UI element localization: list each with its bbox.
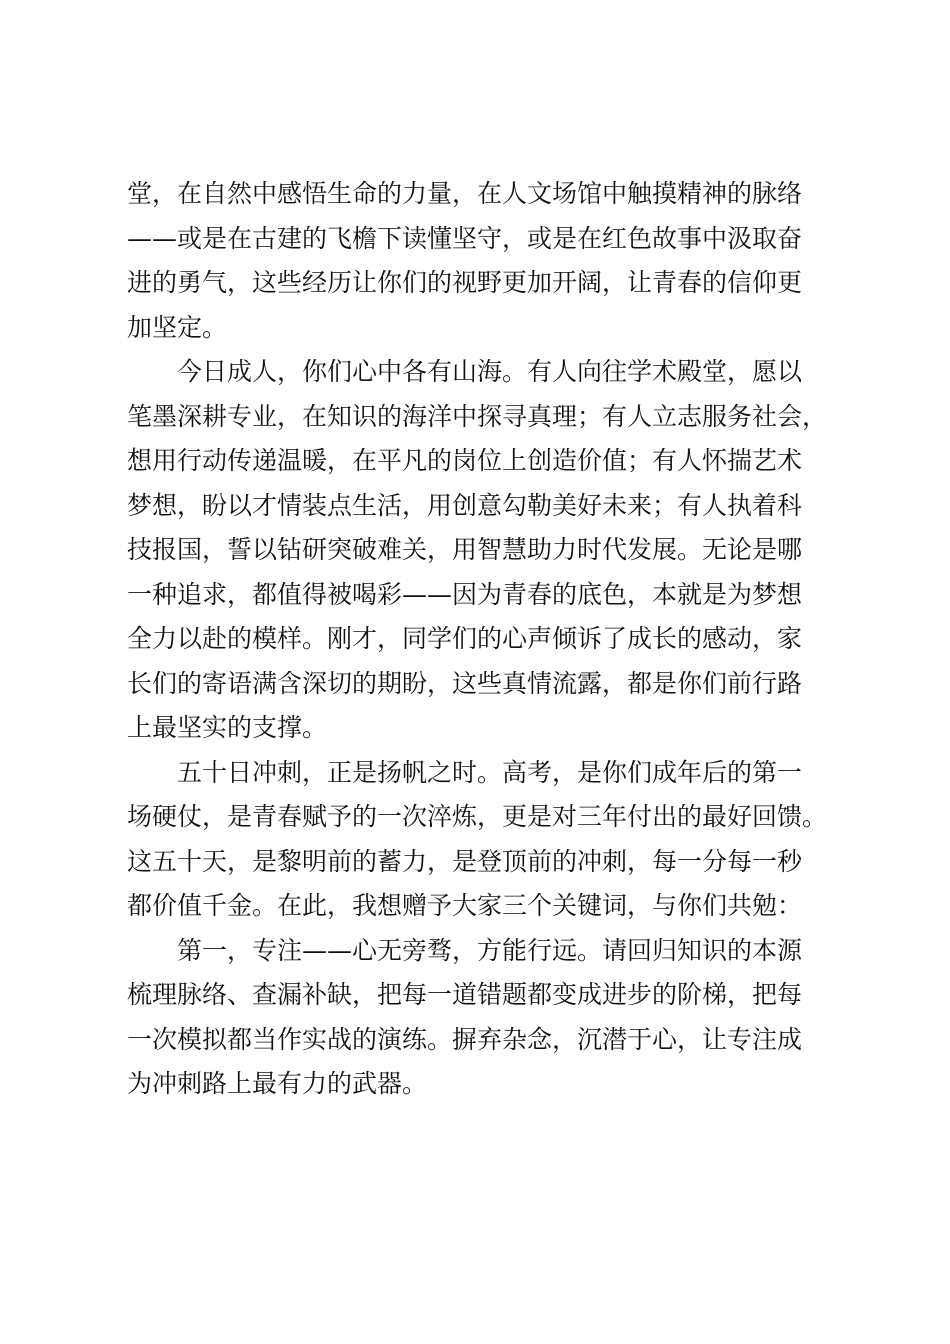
paragraph-line: 梳理脉络、查漏补缺，把每一道错题都变成进步的阶梯，把每 (127, 980, 803, 1009)
paragraph-line: 长们的寄语满含深切的期盼，这些真情流露，都是你们前行路 (127, 668, 803, 698)
paragraph-line: 场硬仗，是青春赋予的一次淬炼，更是对三年付出的最好回馈。 (127, 802, 828, 831)
paragraph-line: 上最坚实的支撑。 (127, 713, 328, 742)
paragraph-line: 技报国，誓以钻研突破难关，用智慧助力时代发展。无论是哪 (127, 535, 803, 564)
paragraph-line: 梦想，盼以才情装点生活，用创意勾勒美好未来；有人执着科 (127, 490, 803, 520)
paragraph-line: 为冲刺路上最有力的武器。 (127, 1069, 428, 1098)
paragraph-line: 想用行动传递温暖，在平凡的岗位上创造价值；有人怀揣艺术 (127, 446, 803, 475)
paragraph-3 (127, 751, 857, 929)
paragraph-line: 全力以赴的模样。刚才，同学们的心声倾诉了成长的感动，家 (127, 624, 803, 653)
paragraph-line: 加坚定。 (127, 312, 228, 342)
paragraph-1 (127, 172, 857, 350)
paragraph-line: 一种追求，都值得被喝彩——因为青春的底色，本就是为梦想 (127, 579, 803, 609)
paragraph-line: ——或是在古建的飞檐下读懂坚守，或是在红色故事中汲取奋 (127, 223, 803, 253)
paragraph-2 (127, 350, 857, 751)
paragraph-line: 进的勇气，这些经历让你们的视野更加开阔，让青春的信仰更 (127, 268, 803, 297)
paragraph-line: 今日成人，你们心中各有山海。有人向往学术殿堂，愿以 (177, 357, 803, 386)
paragraph-line: 这五十天，是黎明前的蓄力，是登顶前的冲刺，每一分每一秒 (127, 846, 803, 876)
paragraph-4 (127, 929, 857, 1107)
paragraph-line: 五十日冲刺，正是扬帆之时。高考，是你们成年后的第一 (177, 757, 803, 787)
paragraph-line: 都价值千金。在此，我想赠予大家三个关键词，与你们共勉： (127, 891, 803, 920)
paragraph-line: 一次模拟都当作实战的演练。摒弃杂念，沉潜于心，让专注成 (127, 1024, 803, 1054)
paragraph-line: 笔墨深耕专业，在知识的海洋中探寻真理；有人立志服务社会， (127, 401, 828, 431)
paragraph-line: 堂，在自然中感悟生命的力量，在人文场馆中触摸精神的脉络 (127, 179, 803, 208)
paragraph-line: 第一，专注——心无旁骛，方能行远。请回归知识的本源 (177, 935, 803, 965)
document-body (127, 172, 857, 1107)
